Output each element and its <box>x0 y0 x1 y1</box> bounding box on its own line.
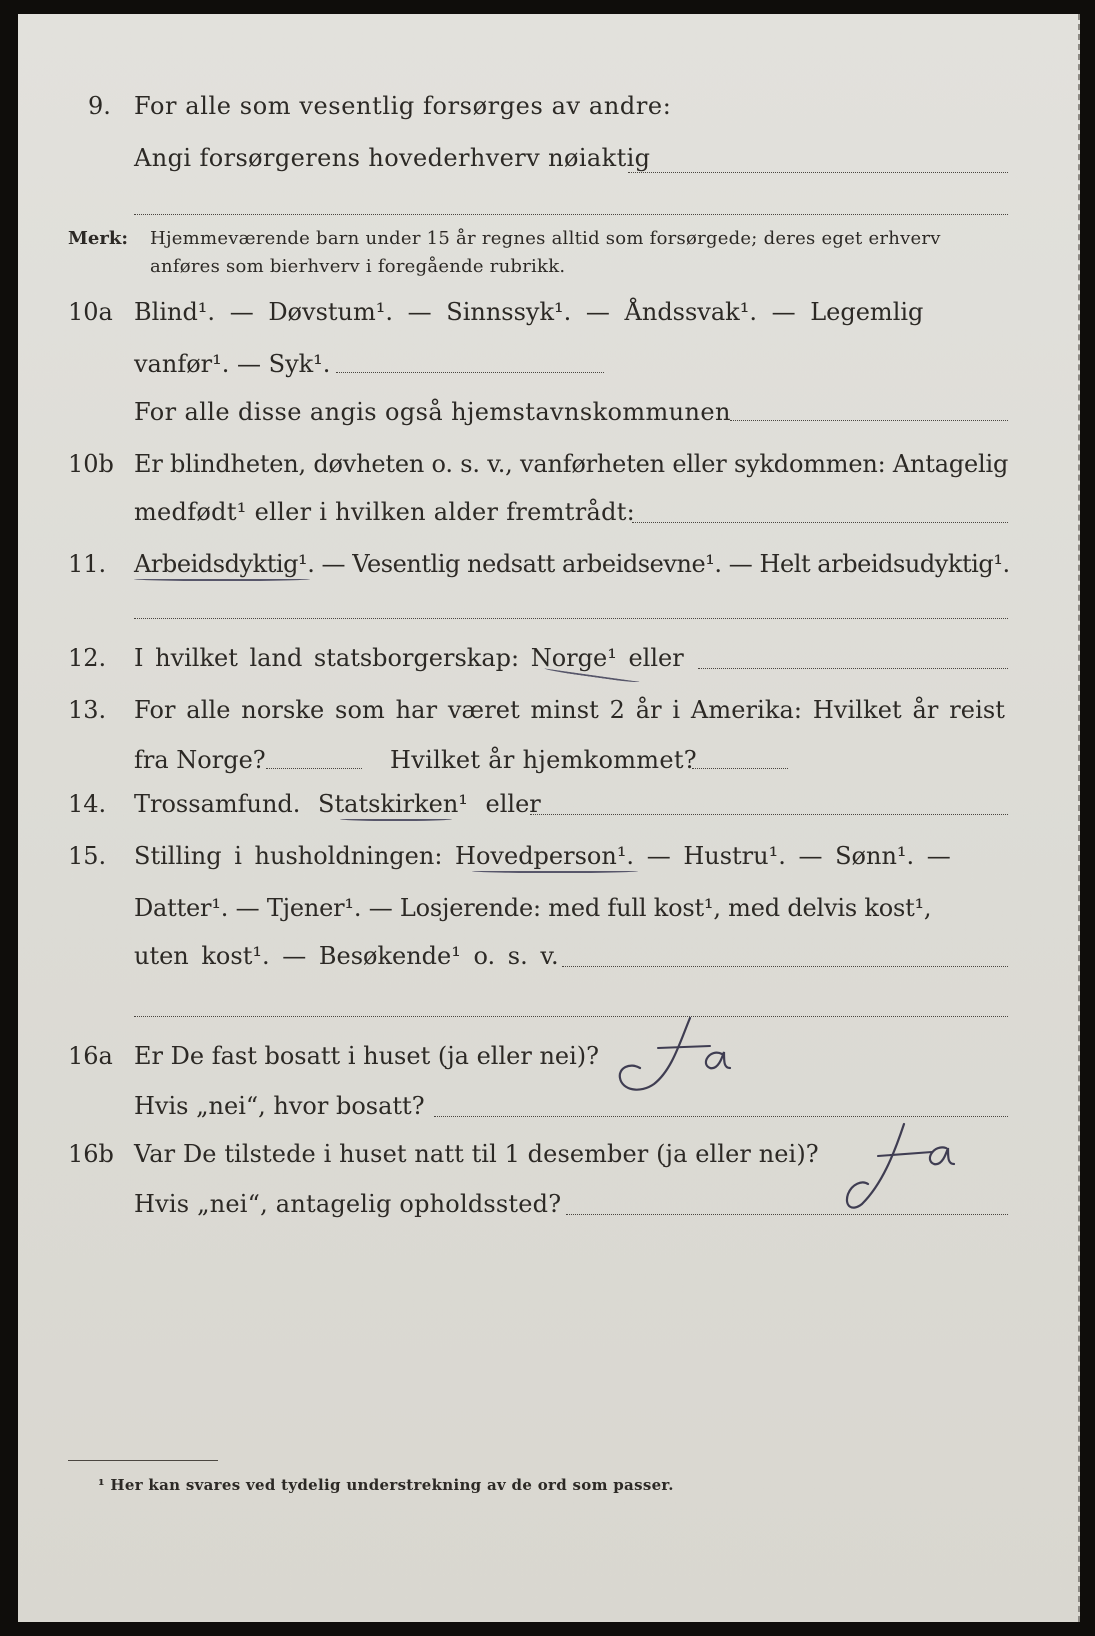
answer-line-15b <box>134 1016 1008 1017</box>
question-12-text: I hvilket land statsborgerskap: Norge¹ eller <box>134 644 684 672</box>
question-15-text-3: uten kost¹. — Besøkende¹ o. s. v. <box>134 942 559 970</box>
question-10b-text: Er blindheten, døvheten o. s. v., vanførheten eller sykdommen: Antagelig <box>134 450 1009 478</box>
question-10a-text: Blind¹. — Døvstum¹. — Sinnssyk¹. — Åndssvak¹. — Legemlig <box>134 298 924 326</box>
question-13-number: 13. <box>68 696 107 724</box>
question-13-text-2b: Hvilket år hjemkommet? <box>390 746 697 774</box>
note-label: Merk: <box>68 228 128 249</box>
question-14-number: 14. <box>68 790 107 818</box>
handwritten-answer-16b <box>832 1118 962 1218</box>
question-16a-text: Er De fast bosatt i huset (ja eller nei)? <box>134 1042 600 1070</box>
census-form-page <box>18 14 1080 1622</box>
question-15-text-2: Datter¹. — Tjener¹. — Losjerende: med full kost¹, med delvis kost¹, <box>134 894 932 922</box>
question-13-text-2a: fra Norge? <box>134 746 266 774</box>
answer-line-14 <box>530 814 1008 815</box>
question-10a-number: 10a <box>68 298 113 326</box>
note-text-line-2: anføres som bierhverv i foregående rubrikk. <box>150 256 566 277</box>
answer-line-13-hjem <box>692 768 788 769</box>
question-9-instruction: Angi forsørgerens hovederhverv nøiaktig <box>134 144 651 172</box>
answer-line-11 <box>134 618 1008 619</box>
question-16a-number: 16a <box>68 1042 113 1070</box>
question-16b-text: Var De tilstede i huset natt til 1 desember (ja eller nei)? <box>134 1140 819 1168</box>
question-12-number: 12. <box>68 644 107 672</box>
note-text-line-1: Hjemmeværende barn under 15 år regnes alltid som forsørgede; deres eget erhverv <box>150 228 941 249</box>
answer-line-15 <box>562 966 1008 967</box>
answer-line-10b <box>632 522 1008 523</box>
handwritten-answer-16a <box>614 1012 744 1098</box>
footnote-rule <box>68 1460 218 1461</box>
question-10a-text-2: vanfør¹. — Syk¹. <box>134 350 331 378</box>
answer-line-10a-b <box>730 420 1008 421</box>
answer-line-13-reist <box>266 768 362 769</box>
answer-line-9 <box>628 172 1008 173</box>
question-16a-text-2: Hvis „nei“, hvor bosatt? <box>134 1092 425 1120</box>
question-15-number: 15. <box>68 842 107 870</box>
question-11-number: 11. <box>68 550 107 578</box>
question-14-text: Trossamfund. Statskirken¹ eller <box>134 790 541 818</box>
answer-line-16a <box>434 1116 1008 1117</box>
question-10a-instruction: For alle disse angis også hjemstavnskommunen <box>134 398 731 426</box>
footnote-text: ¹ Her kan svares ved tydelig understrekning av de ord som passer. <box>98 1476 674 1494</box>
question-11-text: Arbeidsdyktig¹. — Vesentlig nedsatt arbeidsevne¹. — Helt arbeidsudyktig¹. <box>134 550 1010 578</box>
handwritten-underline-statskirken <box>340 816 452 821</box>
answer-line-12 <box>698 668 1008 669</box>
answer-line-9b <box>134 214 1008 215</box>
question-10b-number: 10b <box>68 450 114 478</box>
handwritten-underline-arbeidsdyktig <box>134 576 310 581</box>
handwritten-underline-hovedperson <box>472 868 638 873</box>
answer-line-10a <box>336 372 604 373</box>
question-10b-text-2: medfødt¹ eller i hvilken alder fremtrådt: <box>134 498 636 526</box>
question-9-number: 9. <box>88 92 111 120</box>
question-13-text: For alle norske som har været minst 2 år i Amerika: Hvilket år reist <box>134 696 1006 724</box>
question-16b-text-2: Hvis „nei“, antagelig opholdssted? <box>134 1190 562 1218</box>
question-9-text: For alle som vesentlig forsørges av andre: <box>134 92 672 120</box>
answer-line-16b <box>566 1214 1008 1215</box>
question-16b-number: 16b <box>68 1140 114 1168</box>
question-15-text: Stilling i husholdningen: Hovedperson¹. — Hustru¹. — Sønn¹. — <box>134 842 951 870</box>
